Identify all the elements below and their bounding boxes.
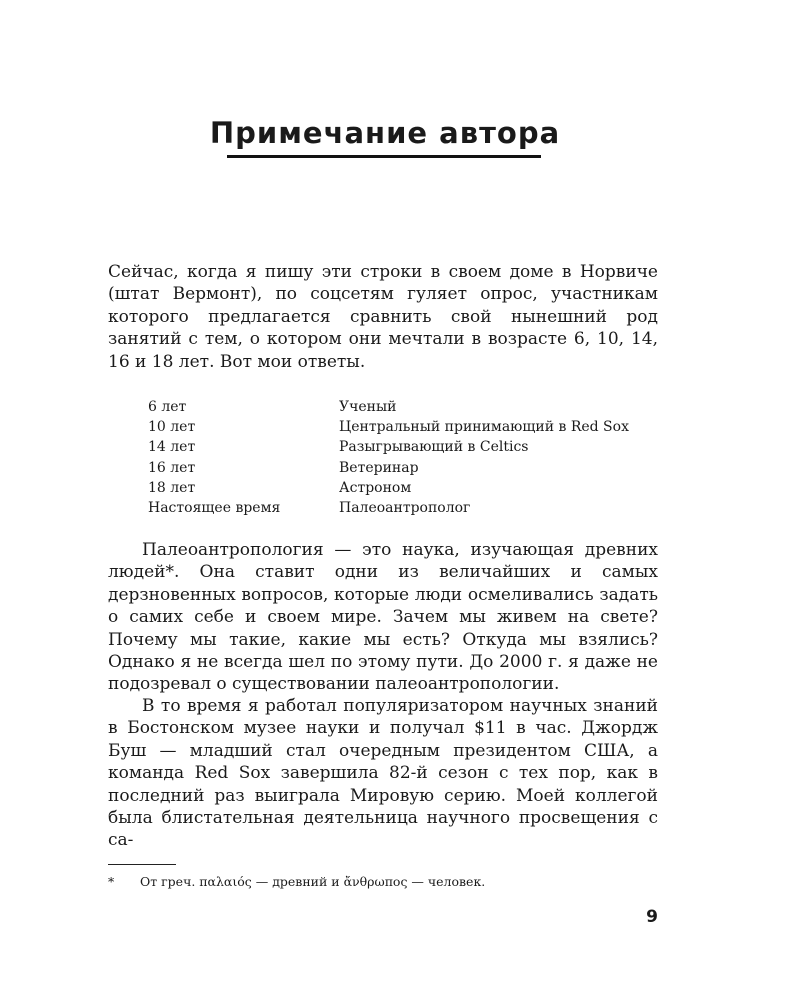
ages-table-row — [148, 417, 629, 437]
intro-paragraph: Сейчас, когда я пишу эти строки в своем доме в Норвиче (штат Вермонт), по соцсетям гуляет опрос, участникам которого предлагается сравнить свой нынешний род занятий с тем, о котором они мечтали в возрасте 6, 10, 14, 16 и 18 лет. Вот мои ответы. — [108, 262, 658, 372]
age-cell: Настоящее время — [148, 500, 281, 517]
occupation-cell: Ученый — [339, 399, 397, 415]
footnote-divider — [108, 864, 176, 865]
title-underline — [227, 155, 541, 158]
chapter-title: Примечание автора — [209, 116, 561, 150]
occupation-cell: Центральный принимающий в Red Sox — [339, 419, 629, 436]
footnote — [108, 873, 485, 891]
ages-table-row — [148, 458, 629, 478]
ages-table — [148, 397, 629, 518]
ages-table-row — [148, 478, 629, 498]
age-cell: 14 лет — [148, 439, 196, 456]
ages-table-row — [148, 437, 629, 457]
body-paragraph: Палеоантропология — это наука, изучающая древних людей*. Она ставит одни из величайших и самых дерзновенных вопросов, которые люди осмеливались задать о самих себе и своем мире. Зачем мы живем на свете? Почему мы такие, какие мы есть? Откуда мы взялись? Однако я не всегда шел по этому пути. До 2000 г. я даже не подозревал о существовании палеоантропологии. — [108, 540, 658, 695]
occupation-cell: Палеоантрополог — [339, 500, 471, 517]
body-paragraph: В то время я работал популяризатором научных знаний в Бостонском музее науки и получал $11 в час. Джордж Буш — младший стал очередным президентом США, а команда Red Sox завершила 82-й сезон с тех пор, как в последний раз выиграла Мировую серию. Моей коллегой была блистательная деятельница научного просвещения с са- — [108, 696, 658, 851]
age-cell: 10 лет — [148, 419, 196, 436]
footnote-marker: * — [108, 874, 115, 889]
age-cell: 6 лет — [148, 399, 187, 415]
footnote-text: От греч. παλαιός — древний и ἄνθρωπος — человек. — [140, 874, 486, 889]
occupation-cell: Ветеринар — [339, 459, 419, 476]
ages-table-row — [148, 498, 629, 518]
age-cell: 16 лет — [148, 459, 196, 476]
age-cell: 18 лет — [148, 479, 196, 496]
page-number: 9 — [646, 907, 658, 927]
ages-table-row — [148, 397, 629, 417]
occupation-cell: Астроном — [339, 479, 412, 496]
occupation-cell: Разыгрывающий в Celtics — [339, 439, 529, 456]
